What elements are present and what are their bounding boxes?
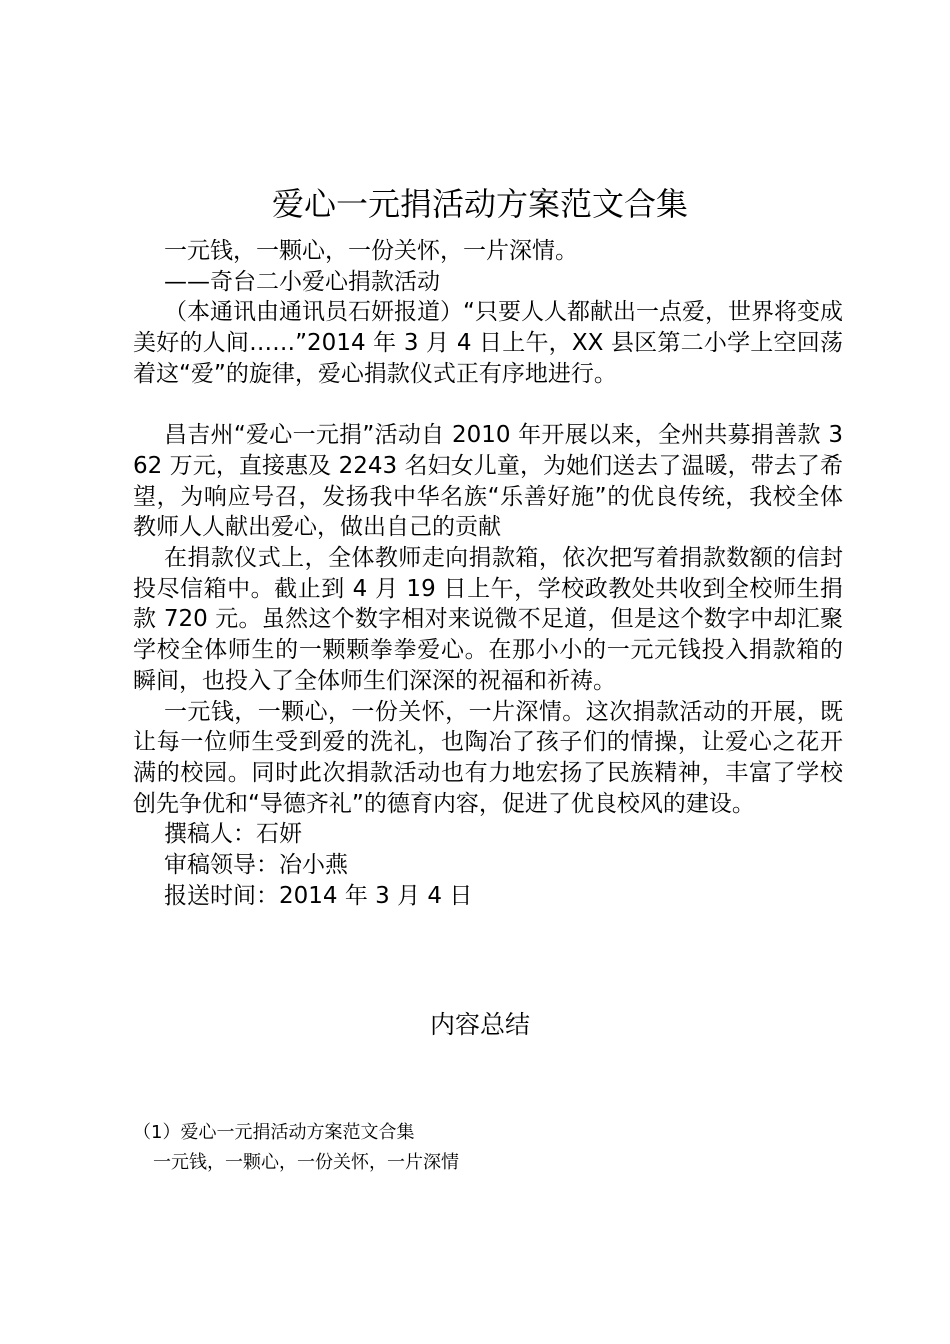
- summary-line: （1）爱心一元捐活动方案范文合集: [133, 1122, 415, 1143]
- document-title: 爱心一元捐活动方案范文合集: [271, 185, 688, 223]
- date-line: 报送时间：2014 年 3 月 4 日: [164, 882, 473, 909]
- summary-heading: 内容总结: [429, 1010, 530, 1039]
- reviewer-line: 审稿领导：冶小燕: [164, 852, 348, 879]
- document-body: [133, 236, 843, 911]
- summary-line: 一元钱，一颗心，一份关怀，一片深情: [153, 1152, 459, 1173]
- body-paragraph: 在捐款仪式上，全体教师走向捐款箱，依次把写着捐款数额的信封投尽信箱中。截止到 4 月 19 日上午，学校政教处共收到全校师生捐款 720 元。虽然这个数字相对来说微不足道，但是这个数字中却汇聚学校全体师生的一颗颗拳拳爱心。在那小小的一元元钱投入捐款箱的瞬间，也投入了全体师生们深深的祝福和祈祷。: [133, 545, 843, 694]
- body-paragraph: 一元钱，一颗心，一份关怀，一片深情。这次捐款活动的开展，既让每一位师生受到爱的洗礼，也陶冶了孩子们的情操，让爱心之花开满的校园。同时此次捐款活动也有力地宏扬了民族精神，丰富了学校创先争优和“导德齐礼”的德育内容，促进了优良校风的建设。: [133, 698, 843, 817]
- author-line: 撰稿人：石妍: [164, 821, 302, 848]
- body-paragraph: ——奇台二小爱心捐款活动: [164, 268, 440, 295]
- summary-section: [133, 1118, 833, 1178]
- body-paragraph: 昌吉州“爱心一元捐”活动自 2010 年开展以来，全州共募捐善款 362 万元，直接惠及 2243 名妇女儿童，为她们送去了温暖，带去了希望，为响应号召，发扬我中华名族“乐善好施”的优良传统，我校全体教师人人献出爱心，做出自己的贡献: [133, 422, 843, 541]
- body-paragraph: 一元钱，一颗心，一份关怀，一片深情。: [164, 238, 578, 264]
- body-paragraph: （本通讯由通讯员石妍报道）“只要人人都献出一点爱，世界将变成美好的人间……”2014 年 3 月 4 日上午，XX 县区第二小学上空回荡着这“爱”的旋律，爱心捐款仪式正有序地进行。: [133, 299, 843, 387]
